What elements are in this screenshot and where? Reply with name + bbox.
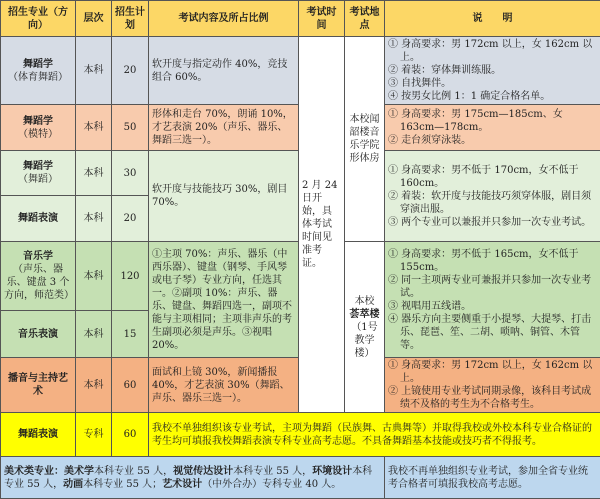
header-content: 考试内容及所占比例 [149,1,299,37]
exam-place-2 [345,242,385,413]
header-place: 考试地点 [345,1,385,37]
level: 本科 [76,151,112,196]
note: ② 着装：穿体舞训练服。 [388,64,597,77]
content: 软开度与技能技巧 30%，剧目 70%。 [149,151,299,242]
note: ③ 自找舞伴。 [388,77,597,90]
note: ② 着装：软开度与技能技巧须穿体服，剧目须穿演出服。 [388,190,597,216]
major: 音乐表演 [1,311,76,358]
summary-part: 美术类专业： [4,466,64,477]
note: ② 上镜使用专业考试同期录像，该科目考试成绩不及格的考生为不合格考生。 [388,385,597,411]
level: 本科 [76,105,112,151]
note: ④ 器乐方向主要侧重于小提琴、大提琴、打击乐、琵琶、笙、二胡、唢呐、铜管、木管等。 [388,313,597,352]
plan: 50 [112,105,149,151]
major: 音乐学 [4,250,72,263]
plan: 60 [112,413,149,457]
level: 本科 [76,37,112,105]
summary-part: 本科专业 55 人， [233,466,312,477]
content: 面试和上镜 30%，新闻播报 40%，才艺表演 30%（舞蹈、声乐、器乐三选一）。 [149,358,299,413]
content: 我校不单独组织该专业考试，主项为舞蹈（民族舞、古典舞等）并取得我校或外校本科专业合格证的考生均可填报我校舞蹈表演专科专业高考志愿。不具备舞蹈基本技能或技巧者不得报考。 [149,413,600,457]
level: 专科 [76,413,112,457]
major-sub: （体育舞蹈） [4,71,72,84]
note: ② 走台须穿泳装。 [388,134,597,147]
major: 舞蹈学 [4,160,72,173]
summary-part: （中外合办）专科专业 40 人。 [202,479,341,490]
major: 播音与主持艺术 [1,358,76,413]
note: ③ 两个专业可以兼报并只参加一次专业考试。 [388,216,597,229]
art-majors-note: 我校不再单独组织专业考试，参加全省专业统考合格者可填报我校高考志愿。 [385,457,600,499]
summary-part: 视觉传达设计 [173,466,233,477]
level: 本科 [76,311,112,358]
summary-part: 本科专业 55 人； [83,479,162,490]
note: ② 同一主项两专业可兼报并只参加一次专业考试。 [388,274,597,300]
place-text: 本校 [348,295,381,308]
content: 软开度与指定动作 40%，竞技组合 60%。 [149,37,299,105]
table-row [1,413,600,457]
note: ① 身高要求：男 172cm 以上，女 162cm 以上。 [388,38,597,64]
summary-part: 本科专业 55 人， [94,466,173,477]
exam-time: 2 月 24 日开始，具体考试时间见准考证。 [299,37,345,413]
header-level: 层次 [76,1,112,37]
content: 形体和走台 70%，朗诵 10%，才艺表演 20%（声乐、器乐、舞蹈三选一）。 [149,105,299,151]
plan: 30 [112,151,149,196]
note: ① 身高要求：男 172cm 以上，女 162cm 以上。 [388,359,597,385]
level: 本科 [76,196,112,242]
table-row [1,37,600,105]
footer-row [1,457,600,499]
note: ① 身高要求：男 175cm—185cm、女 163cm—178cm。 [388,108,597,134]
plan: 60 [112,358,149,413]
major: 舞蹈表演 [1,413,76,457]
header-plan: 招生计划 [112,1,149,37]
plan: 20 [112,37,149,105]
major: 舞蹈表演 [1,196,76,242]
summary-part: 环境设计 [312,466,352,477]
header-major: 招生专业（方向） [1,1,76,37]
content: ①主项 70%：声乐、器乐（中西乐器）、键盘（钢琴、手风琴或电子琴）专业方向，任选其一。②副项 10%：声乐、器乐、键盘、舞蹈四选一，副项不能与主项相同；主项非声乐的考生副项必须是声乐。③视唱 20%。 [149,242,299,358]
level: 本科 [76,358,112,413]
level: 本科 [76,242,112,311]
summary-part: 本科专业 55 人， [4,466,372,490]
major-sub: （舞蹈） [4,173,72,186]
place-building: 荟萃楼 [348,308,381,321]
place-text: （1号教学楼） [348,321,381,360]
note: ① 身高要求：男不低于 170cm，女不低于 160cm。 [388,164,597,190]
summary-part: 美术学 [64,466,94,477]
exam-place-1: 本校闻韶楼音乐学院形体房 [345,37,385,242]
art-majors-summary [1,457,385,499]
plan: 15 [112,311,149,358]
major: 舞蹈学 [4,58,72,71]
major-sub: （声乐、器乐、键盘 3 个方向，师范类） [4,263,72,302]
note: ③ 视唱用五线谱。 [388,300,597,313]
summary-part: 动画 [63,479,83,490]
header-notes: 说 明 [385,1,600,37]
header-row [1,1,600,37]
header-time: 考试时间 [299,1,345,37]
note: ① 身高要求：男不低于 165cm，女不低于 155cm。 [388,248,597,274]
major: 舞蹈学 [4,115,72,128]
plan: 20 [112,196,149,242]
plan: 120 [112,242,149,311]
major-sub: （模特） [4,128,72,141]
summary-part: 艺术设计 [162,479,202,490]
note: ④ 按男女比例 1：1 确定合格名单。 [388,90,597,103]
